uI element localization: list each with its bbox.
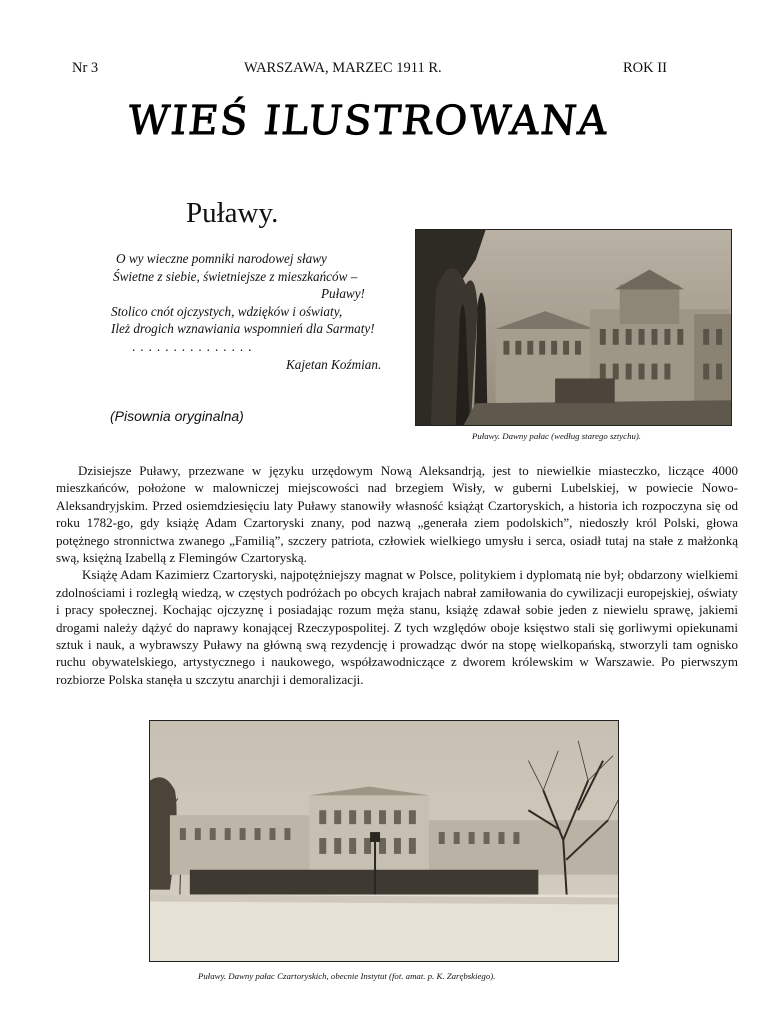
poem-line: Puławy! (321, 286, 365, 302)
issue-number: Nr 3 (72, 60, 99, 76)
poem-epigraph (105, 250, 405, 373)
poem-line: Ileż drogich wznawiania wspomnień dla Sarmaty! (111, 321, 375, 337)
top-image-caption: Puławy. Dawny pałac (według starego sztychu). (472, 431, 641, 441)
article-body (56, 462, 738, 688)
palace-engraving-image (415, 229, 732, 426)
paragraph: Książę Adam Kazimierz Czartoryski, najpotężniejszy magnat w Polsce, politykiem i dyplomatą nie był; obdarzony wielkiemi zdolnościami i rozległą wiedzą, w częstych podróżach po obcych krajach nabrał zamiłowania do cywilizacji europejskiej, oświaty i pracy społecznej. Kochając ojczyznę i posiadając rozum męża stanu, książę zdawał sobie jeden z niewielu sprawę, jakiemi drogami należy dążyć do naprawy konającej Rzeczypospolitej. Z tych względów oboje księstwo stali się gorliwymi opiekunami sztuk i nauk, a wybrawszy Puławy na główną swą rezydencję i prowadząc dwór na stopę wielkopańską, stworzyli tam ognisko ruchu obywatelskiego, artystycznego i naukowego, współzawodniczące z dworem królewskim w Warszawie. Po pierwszym rozbiorze Polska stanęła u szczytu anarchji i demoralizacji. (56, 567, 738, 687)
poem-line: Stolico cnót ojczystych, wdzięków i oświaty, (111, 303, 343, 319)
paragraph: Dzisiejsze Puławy, przezwane w języku urzędowym Nową Aleksandrją, jest to niewielkie miasteczko, liczące 4000 mieszkańców, położone w malowniczej miejscowości nad brzegiem Wisły, w guberni Lubelskiej, w powiecie Nowo-Aleksandryjskim. Przed osiemdziesięciu laty Puławy stanowiły własność książąt Czartoryskich, a historia ich rozpoczyna się od roku 1782-go, gdy książę Adam Czartoryski znany, pod nazwą „generała ziem podolskich”, niedoszły król Polski, głowa potężnego stronnictwa zwanego „Familią”, szczery patriota, człowiek wielkiego umysłu i serca, osiadł tutaj na stałe z małżonką swą, księżną Izabellą z Flemingów Czartoryską. (56, 463, 738, 566)
publication-year: ROK II (623, 60, 667, 76)
masthead-title: WIEŚ ILUSTROWANA (125, 98, 612, 144)
issue-header (0, 60, 768, 80)
bottom-image-caption: Puławy. Dawny pałac Czartoryskich, obecnie Instytut (fot. amat. p. K. Zarębskiego). (198, 971, 496, 981)
place-date: WARSZAWA, MARZEC 1911 R. (244, 60, 442, 76)
poem-ellipsis: ............... (132, 338, 257, 354)
palace-photograph-image (149, 720, 619, 962)
article-title: Puławy. (186, 197, 279, 229)
poem-line: Świetne z siebie, świetniejsze z mieszkańców – (113, 268, 358, 284)
spelling-note: (Pisownia oryginalna) (110, 408, 244, 424)
poem-line: O wy wieczne pomniki narodowej sławy (116, 251, 327, 266)
poem-author: Kajetan Koźmian. (286, 356, 382, 372)
